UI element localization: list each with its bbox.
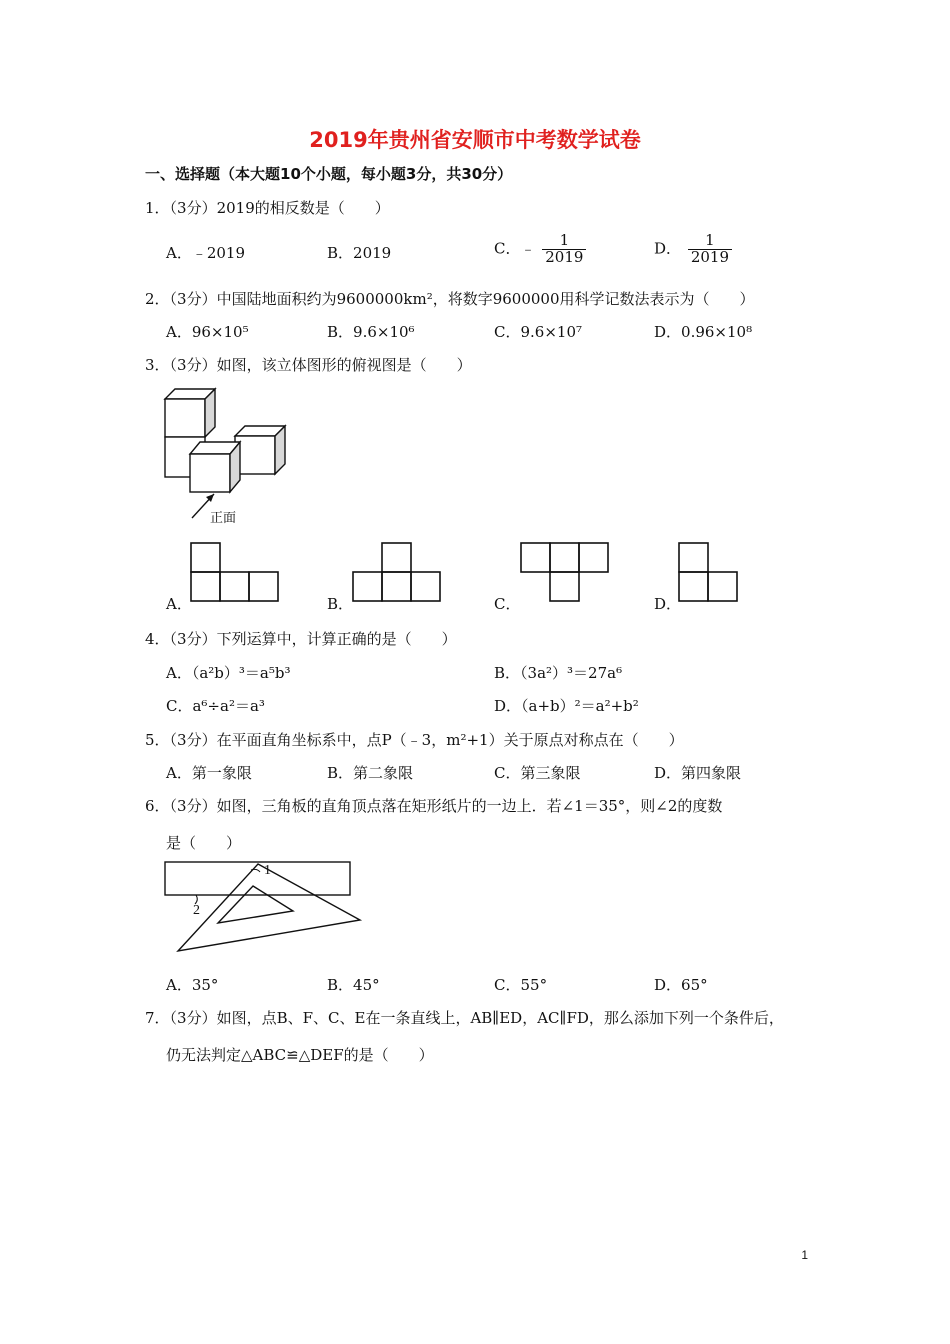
q6-angle-1-label: 1: [264, 863, 271, 878]
q4-option-b: B．（3a²）³＝27a⁶: [494, 664, 623, 682]
q3-option-c: C．: [494, 595, 521, 613]
q1-d-denominator: 2019: [690, 247, 729, 266]
q6-option-a: A．35°: [166, 976, 219, 994]
q1-option-d-fraction: [688, 233, 732, 266]
q2-option-a: A．96×10⁵: [166, 323, 249, 341]
q3-front-label: 正面: [210, 511, 237, 526]
question-3-stem: 3．（3分）如图，该立体图形的俯视图是（ ）: [145, 356, 472, 374]
q1-option-a: A．﹣2019: [166, 244, 246, 262]
q3-option-a-figure: [190, 542, 280, 604]
q1-c-numerator: 1: [542, 233, 586, 250]
q2-option-d: D．0.96×10⁸: [654, 323, 753, 341]
question-7-stem-continued: 仍无法判定△ABC≌△DEF的是（ ）: [166, 1046, 434, 1064]
q3-option-d: D．: [654, 595, 682, 613]
q6-angle-2-label: 2: [193, 903, 200, 918]
question-1-stem: 1．（3分）2019的相反数是（ ）: [145, 199, 390, 217]
question-7-stem: 7．（3分）如图，点B、F、C、E在一条直线上，AB∥ED，AC∥FD，那么添加下列一个条件后，: [145, 1009, 784, 1027]
q3-solid-figure: [160, 384, 295, 529]
q1-d-numerator: 1: [688, 233, 732, 250]
q5-option-d: D．第四象限: [654, 764, 742, 782]
q6-option-d: D．65°: [654, 976, 708, 994]
q1-option-c-prefix: C．﹣: [494, 239, 536, 258]
q4-option-a: A．（a²b）³＝a⁵b³: [166, 664, 291, 682]
q2-option-c: C．9.6×10⁷: [494, 323, 583, 341]
q5-option-c: C．第三象限: [494, 764, 581, 782]
q1-option-b: B．2019: [327, 244, 392, 262]
question-4-stem: 4．（3分）下列运算中，计算正确的是（ ）: [145, 630, 457, 648]
q3-option-b-figure: [352, 542, 442, 604]
q4-option-c: C．a⁶÷a²＝a³: [166, 697, 265, 715]
q5-option-a: A．第一象限: [166, 764, 252, 782]
q6-triangle-ruler-figure: [163, 856, 363, 956]
q2-option-b: B．9.6×10⁶: [327, 323, 415, 341]
q1-option-c-fraction: [542, 233, 586, 266]
q6-option-c: C．55°: [494, 976, 548, 994]
q3-option-b: B．: [327, 595, 354, 613]
question-2-stem: 2．（3分）中国陆地面积约为9600000km²，将数字9600000用科学记数法表示为（ ）: [145, 290, 755, 308]
question-6-stem-continued: 是（ ）: [166, 834, 242, 852]
q3-option-a: A．: [166, 595, 192, 613]
question-6-stem: 6．（3分）如图，三角板的直角顶点落在矩形纸片的一边上．若∠1＝35°，则∠2的度数: [145, 797, 723, 815]
q5-option-b: B．第二象限: [327, 764, 414, 782]
q1-option-d: [654, 233, 732, 266]
q3-option-c-figure: [520, 542, 610, 604]
exam-title: 2019年贵州省安顺市中考数学试卷: [309, 128, 641, 152]
q6-option-b: B．45°: [327, 976, 380, 994]
q1-c-denominator: 2019: [545, 247, 584, 266]
section-heading: 一、选择题（本大题10个小题，每小题3分，共30分）: [145, 165, 513, 183]
q1-option-d-prefix: D．: [654, 239, 682, 258]
page-number: 1: [801, 1248, 808, 1262]
q1-option-c: [494, 233, 586, 266]
question-5-stem: 5．（3分）在平面直角坐标系中，点P（﹣3，m²+1）关于原点对称点在（ ）: [145, 731, 684, 749]
q4-option-d: D．（a+b）²＝a²+b²: [494, 697, 639, 715]
q3-option-d-figure: [678, 542, 740, 604]
